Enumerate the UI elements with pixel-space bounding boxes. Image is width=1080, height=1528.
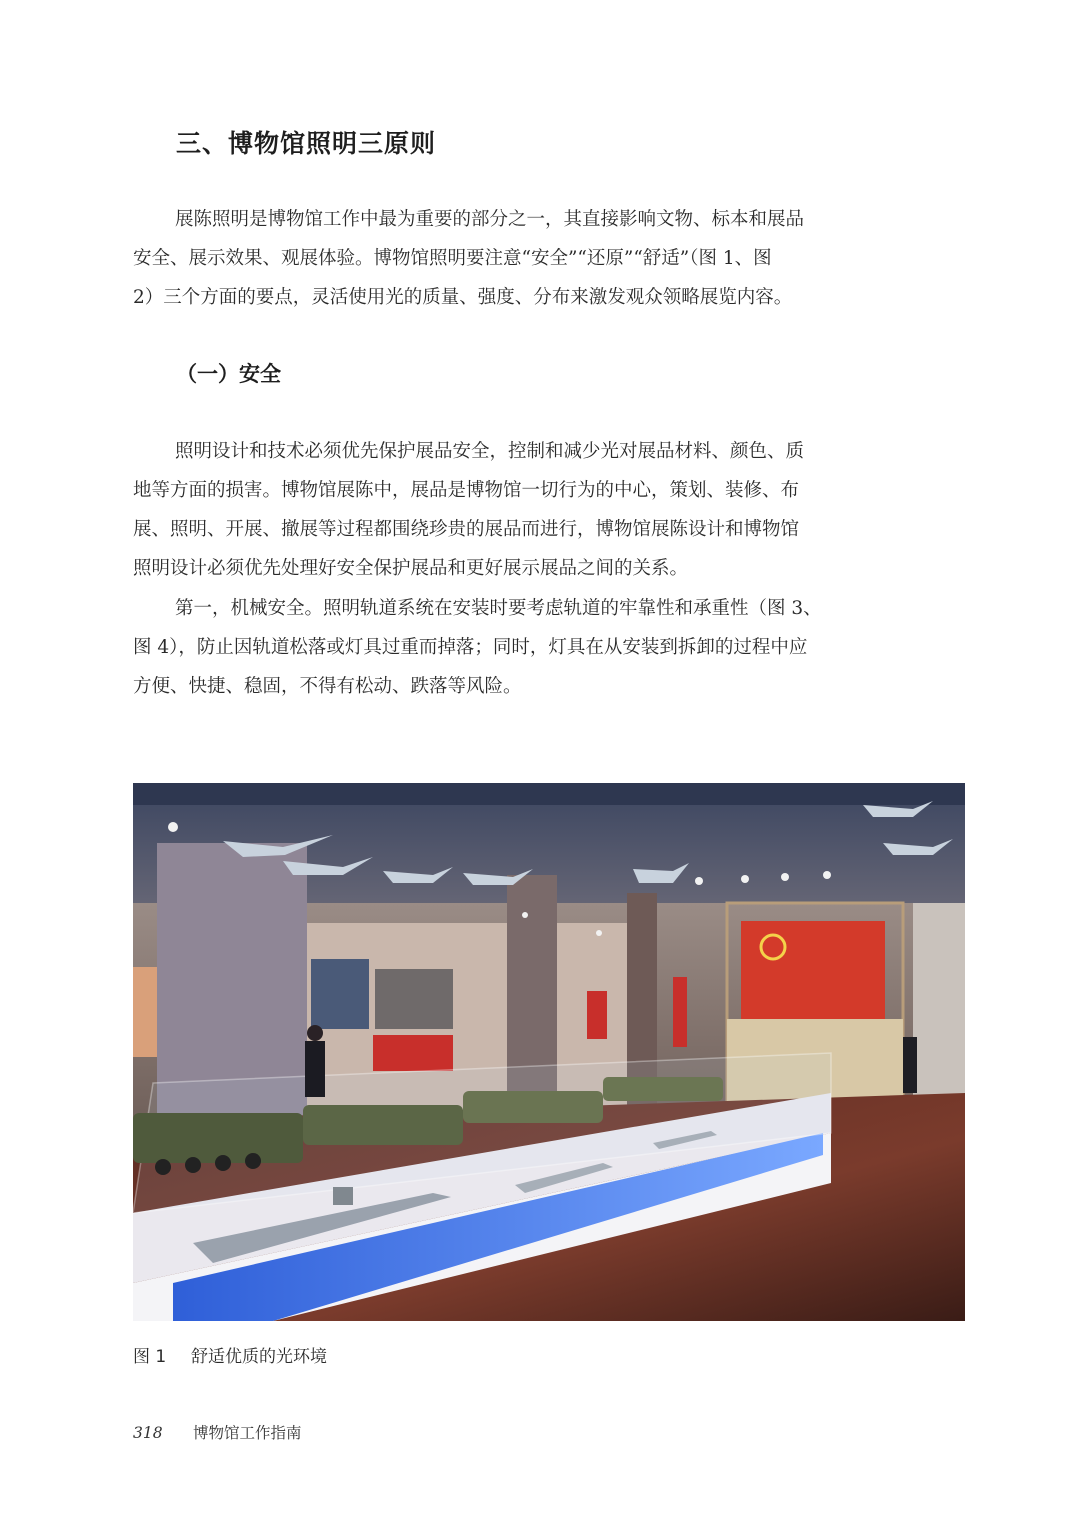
- text-line: 展、照明、开展、撤展等过程都围绕珍贵的展品而进行，博物馆展陈设计和博物馆: [133, 519, 800, 540]
- figure-caption: [133, 1342, 327, 1367]
- text-line: 2）三个方面的要点，灵活使用光的质量、强度、分布来激发观众领略展览内容。: [133, 287, 793, 308]
- text-line: 展陈照明是博物馆工作中最为重要的部分之一，其直接影响文物、标本和展品: [175, 209, 805, 230]
- text-line: 地等方面的损害。博物馆展陈中，展品是博物馆一切行为的中心，策划、装修、布: [133, 480, 800, 501]
- museum-exhibit-photo: [133, 783, 965, 1321]
- page-footer: [133, 1421, 302, 1443]
- figure-caption-text: 舒适优质的光环境: [191, 1347, 327, 1367]
- subsection-title: （一）安全: [176, 362, 281, 386]
- text-line: 照明设计必须优先处理好安全保护展品和更好展示展品之间的关系。: [133, 558, 689, 579]
- figure-number: 图 1: [133, 1347, 167, 1367]
- section-title: 三、博物馆照明三原则: [176, 129, 437, 158]
- text-line: 方便、快捷、稳固，不得有松动、跌落等风险。: [133, 676, 522, 697]
- mechanical-safety-paragraph: [133, 589, 945, 706]
- safety-paragraph: [133, 432, 945, 588]
- book-title: 博物馆工作指南: [193, 1424, 302, 1442]
- text-line: 图 4），防止因轨道松落或灯具过重而掉落；同时，灯具在从安装到拆卸的过程中应: [133, 637, 808, 658]
- page-number: 318: [133, 1424, 163, 1442]
- intro-paragraph: [133, 200, 945, 317]
- text-line: 照明设计和技术必须优先保护展品安全，控制和减少光对展品材料、颜色、质: [175, 441, 805, 462]
- text-line: 安全、展示效果、观展体验。博物馆照明要注意“安全”“还原”“舒适”（图 1、图: [133, 248, 772, 269]
- text-line: 第一，机械安全。照明轨道系统在安装时要考虑轨道的牢靠性和承重性（图 3、: [175, 598, 822, 619]
